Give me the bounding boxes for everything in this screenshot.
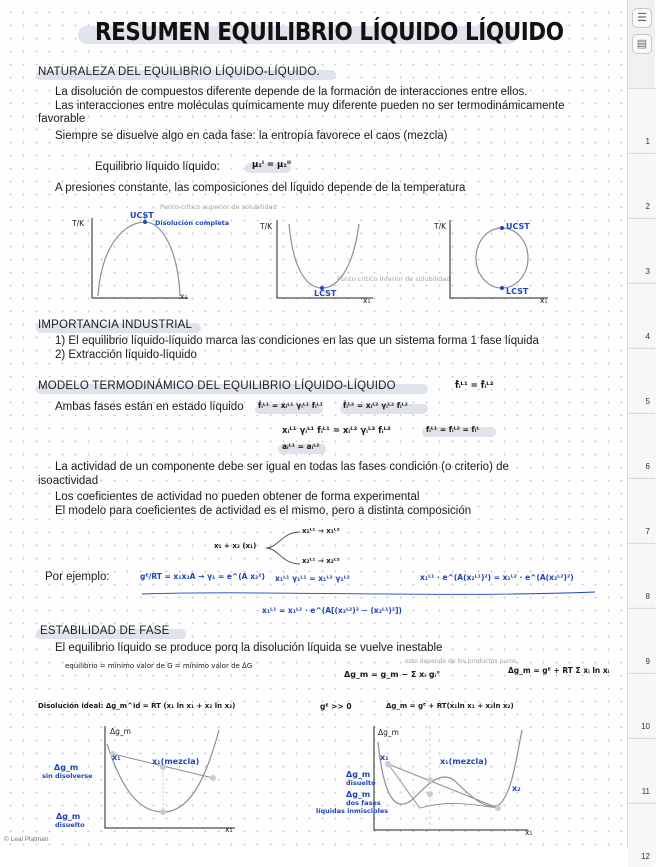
- formula-f3: xᵢᴸ¹ γᵢᴸ¹ fᵢᴸ¹ = xᵢᴸ² γᵢᴸ² fᵢᴸ²: [282, 426, 391, 436]
- tab-label: 8: [645, 592, 650, 601]
- formula-f4: fᵢᴸ¹ = fᵢᴸ² = fᵢᴸ: [426, 425, 480, 434]
- g5-l2c: líquidas inmiscibles: [316, 807, 389, 815]
- stability-note-3: Δg_m = gᴱ + RT Σ xᵢ ln xᵢ: [508, 666, 610, 675]
- ideal-solution: Disolución ideal: Δg_m^id = RT (x₁ ln x₁ + x₂ ln x₂): [38, 702, 236, 710]
- g5-p3: x₂: [512, 784, 521, 793]
- text-line: isoactividad: [38, 475, 99, 487]
- branch-root: x₁ + x₂ (x₁): [214, 542, 257, 550]
- g5-p2: x₁(mezcla): [440, 757, 488, 766]
- tab-label: 7: [645, 527, 650, 536]
- g4-p2: x₁(mezcla): [152, 757, 200, 766]
- g3-lcst-point: [500, 286, 504, 290]
- tab-6[interactable]: [628, 413, 656, 477]
- stability-note-1: equilibrio = mínimo valor de G = mínimo valor de ΔG: [65, 662, 253, 670]
- g5-point: [427, 791, 433, 797]
- g1-y-label: T/K: [72, 219, 85, 228]
- g3-ucst-point: [500, 226, 504, 230]
- tab-label: 12: [641, 852, 650, 861]
- formula-f2: f̂ᵢᴸ² = xᵢᴸ² γᵢᴸ² fᵢᴸ²: [343, 401, 408, 410]
- g2-x-label: x₁: [363, 296, 371, 305]
- g5-point: [495, 805, 501, 811]
- section-heading-naturaleza: NATURALEZA DEL EQUILIBRIO LÍQUIDO-LÍQUIDO.: [38, 66, 320, 78]
- tab-label: 1: [645, 137, 650, 146]
- text-line: Las interacciones entre moléculas químicamente muy diferente pueden no ser termodinámicamente: [55, 100, 565, 112]
- g4-left2b: disuelto: [55, 821, 85, 829]
- tab-2[interactable]: [628, 153, 656, 217]
- notebook-sidebar: [627, 0, 655, 861]
- g1-gray-note: Punto crítico superior de solubilidad: [160, 203, 277, 211]
- tab-label: 10: [641, 722, 650, 731]
- g5-p1: x₁: [380, 753, 389, 762]
- gibbs-nonideal-graph: [360, 720, 535, 838]
- tab-11[interactable]: [628, 738, 656, 802]
- closed-loop-graph: [430, 210, 560, 305]
- tab-3[interactable]: [628, 218, 656, 282]
- g4-left2: Δg_m: [56, 812, 81, 821]
- text-line: favorable: [38, 113, 86, 125]
- g4-x-label: x₁: [225, 825, 233, 834]
- section-heading-importancia: IMPORTANCIA INDUSTRIAL: [38, 319, 193, 331]
- text-line: La actividad de un componente debe ser igual en todas las fases condición (o criterio) de: [55, 461, 509, 473]
- g3-y-label: T/K: [434, 222, 447, 231]
- g4-p1: x₁: [112, 753, 121, 762]
- text-line: Siempre se disuelve algo en cada fase: la entropía favorece el caos (mezcla): [55, 130, 448, 142]
- hamburger-menu-icon[interactable]: ☰: [632, 8, 652, 28]
- text-line: El equilibrio líquido se produce porq la disolución líquida se vuelve inestable: [55, 642, 443, 654]
- page-title: RESUMEN EQUILIBRIO LÍQUIDO LÍQUIDO: [95, 17, 564, 46]
- section-heading-estabilidad: ESTABILIDAD DE FASE: [40, 625, 170, 637]
- branch-bottom: x₂ᴸ¹ → x₂ᴸ²: [302, 557, 340, 565]
- g2-lcst-label: LCST: [314, 289, 337, 298]
- g4-left1b: sin disolverse: [42, 772, 93, 780]
- tab-7[interactable]: [628, 478, 656, 542]
- g5-point: [427, 777, 433, 783]
- equilibrium-formula: μ₁ᴵ = μ₁ᴵᴵ: [252, 160, 291, 170]
- gibbs-ideal-graph: [85, 720, 245, 835]
- ge-note: gᴱ >> 0: [320, 702, 352, 711]
- example-underline: [140, 588, 600, 600]
- notebook-icon[interactable]: ▤: [632, 34, 652, 54]
- formula-f1: f̂ᵢᴸ¹ = xᵢᴸ¹ γᵢᴸ¹ fᵢᴸ¹: [258, 401, 323, 410]
- g4-point: [210, 775, 216, 781]
- tab-10[interactable]: [628, 673, 656, 737]
- ge-formula: Δg_m = gᴱ + RT(x₁ln x₁ + x₂ln x₂): [386, 702, 514, 710]
- g5-l2b: dos fases: [346, 799, 381, 807]
- g1-ucst-label: UCST: [130, 211, 154, 220]
- list-item: 2) Extracción líquido-líquido: [55, 349, 197, 361]
- g5-l1b: disuelto: [346, 779, 376, 787]
- g3-lcst-label: LCST: [506, 287, 529, 296]
- stability-gray-note: esto depende de los productos puros: [405, 658, 517, 665]
- list-item: 1) El equilibrio líquido-líquido marca las condiciones en las que un sistema forma 1 fase líquida: [55, 335, 539, 347]
- example-formula-4: x₁ᴸ¹ = x₁ᴸ² · e^(A[(x₂ᴸ²)² − (x₂ᴸ¹)²]): [262, 606, 402, 615]
- tab-label: 9: [645, 657, 650, 666]
- tab-12[interactable]: [628, 803, 656, 867]
- formula-f5: aᵢᴸ¹ = aᵢᴸ²: [282, 442, 320, 451]
- tab-8[interactable]: [628, 543, 656, 607]
- tab-label: 4: [645, 332, 650, 341]
- tab-5[interactable]: [628, 348, 656, 412]
- tab-4[interactable]: [628, 283, 656, 347]
- g1-x-label: x₁: [180, 292, 188, 301]
- branch-top: x₁ᴸ¹ → x₁ᴸ²: [302, 527, 340, 535]
- tab-9[interactable]: [628, 608, 656, 672]
- tab-label: 6: [645, 462, 650, 471]
- tab-label: 3: [645, 267, 650, 276]
- g5-l1: Δg_m: [346, 770, 371, 779]
- text-line: A presiones constante, las composiciones del líquido depende de la temperatura: [55, 182, 466, 194]
- equilibrium-label: Equilibrio líquido líquido:: [95, 161, 220, 173]
- text-line: El modelo para coeficientes de actividad es el mismo, pero a distinta composición: [55, 505, 472, 517]
- copyright-footer: © Leal Platman: [4, 836, 49, 843]
- g5-x-label: x₁: [525, 828, 533, 837]
- tab-label: 5: [645, 397, 650, 406]
- ucst-point: [143, 220, 147, 224]
- tab-1[interactable]: [628, 88, 656, 152]
- g5-y-label: Δg_m: [378, 728, 399, 737]
- text-line: Ambas fases están en estado líquido: [55, 401, 244, 413]
- stability-note-2: Δg_m = g_m − Σ xᵢ gᵢ°: [344, 670, 441, 679]
- example-formula-3: x₁ᴸ¹ · e^(A(x₂ᴸ¹)²) = x₁ᴸ² · e^(A(x₂ᴸ²)²): [420, 573, 574, 582]
- g2-gray-note: Punto crítico inferior de solubilidad: [337, 275, 451, 283]
- g3-x-label: x₁: [540, 296, 548, 305]
- g1-blue-note: Disolución completa: [155, 219, 230, 227]
- text-line: La disolución de compuestos diferente depende de la formación de interacciones entre ellos.: [55, 86, 528, 98]
- text-line: Los coeficientes de actividad no pueden obtener de forma experimental: [55, 491, 420, 503]
- tab-label: 11: [641, 787, 650, 796]
- g2-y-label: T/K: [260, 222, 273, 231]
- heading-formula: f̂ᵢᴸ¹ = f̂ᵢᴸ²: [455, 381, 494, 391]
- g5-l2: Δg_m: [346, 790, 371, 799]
- g4-y-label: Δg_m: [110, 727, 131, 736]
- tab-label: 2: [645, 202, 650, 211]
- section-heading-modelo: MODELO TERMODINÁMICO DEL EQUILIBRIO LÍQUIDO-LÍQUIDO: [38, 380, 396, 392]
- example-label: Por ejemplo:: [45, 571, 110, 583]
- g4-left1: Δg_m: [54, 763, 79, 772]
- example-formula-2: x₁ᴸ¹ γ₁ᴸ¹ = x₁ᴸ² γ₁ᴸ²: [275, 574, 350, 583]
- g3-ucst-label: UCST: [506, 222, 530, 231]
- example-formula-1: gᴱ/RT = x₁x₂A → γ₁ = e^(A x₂²): [140, 572, 265, 581]
